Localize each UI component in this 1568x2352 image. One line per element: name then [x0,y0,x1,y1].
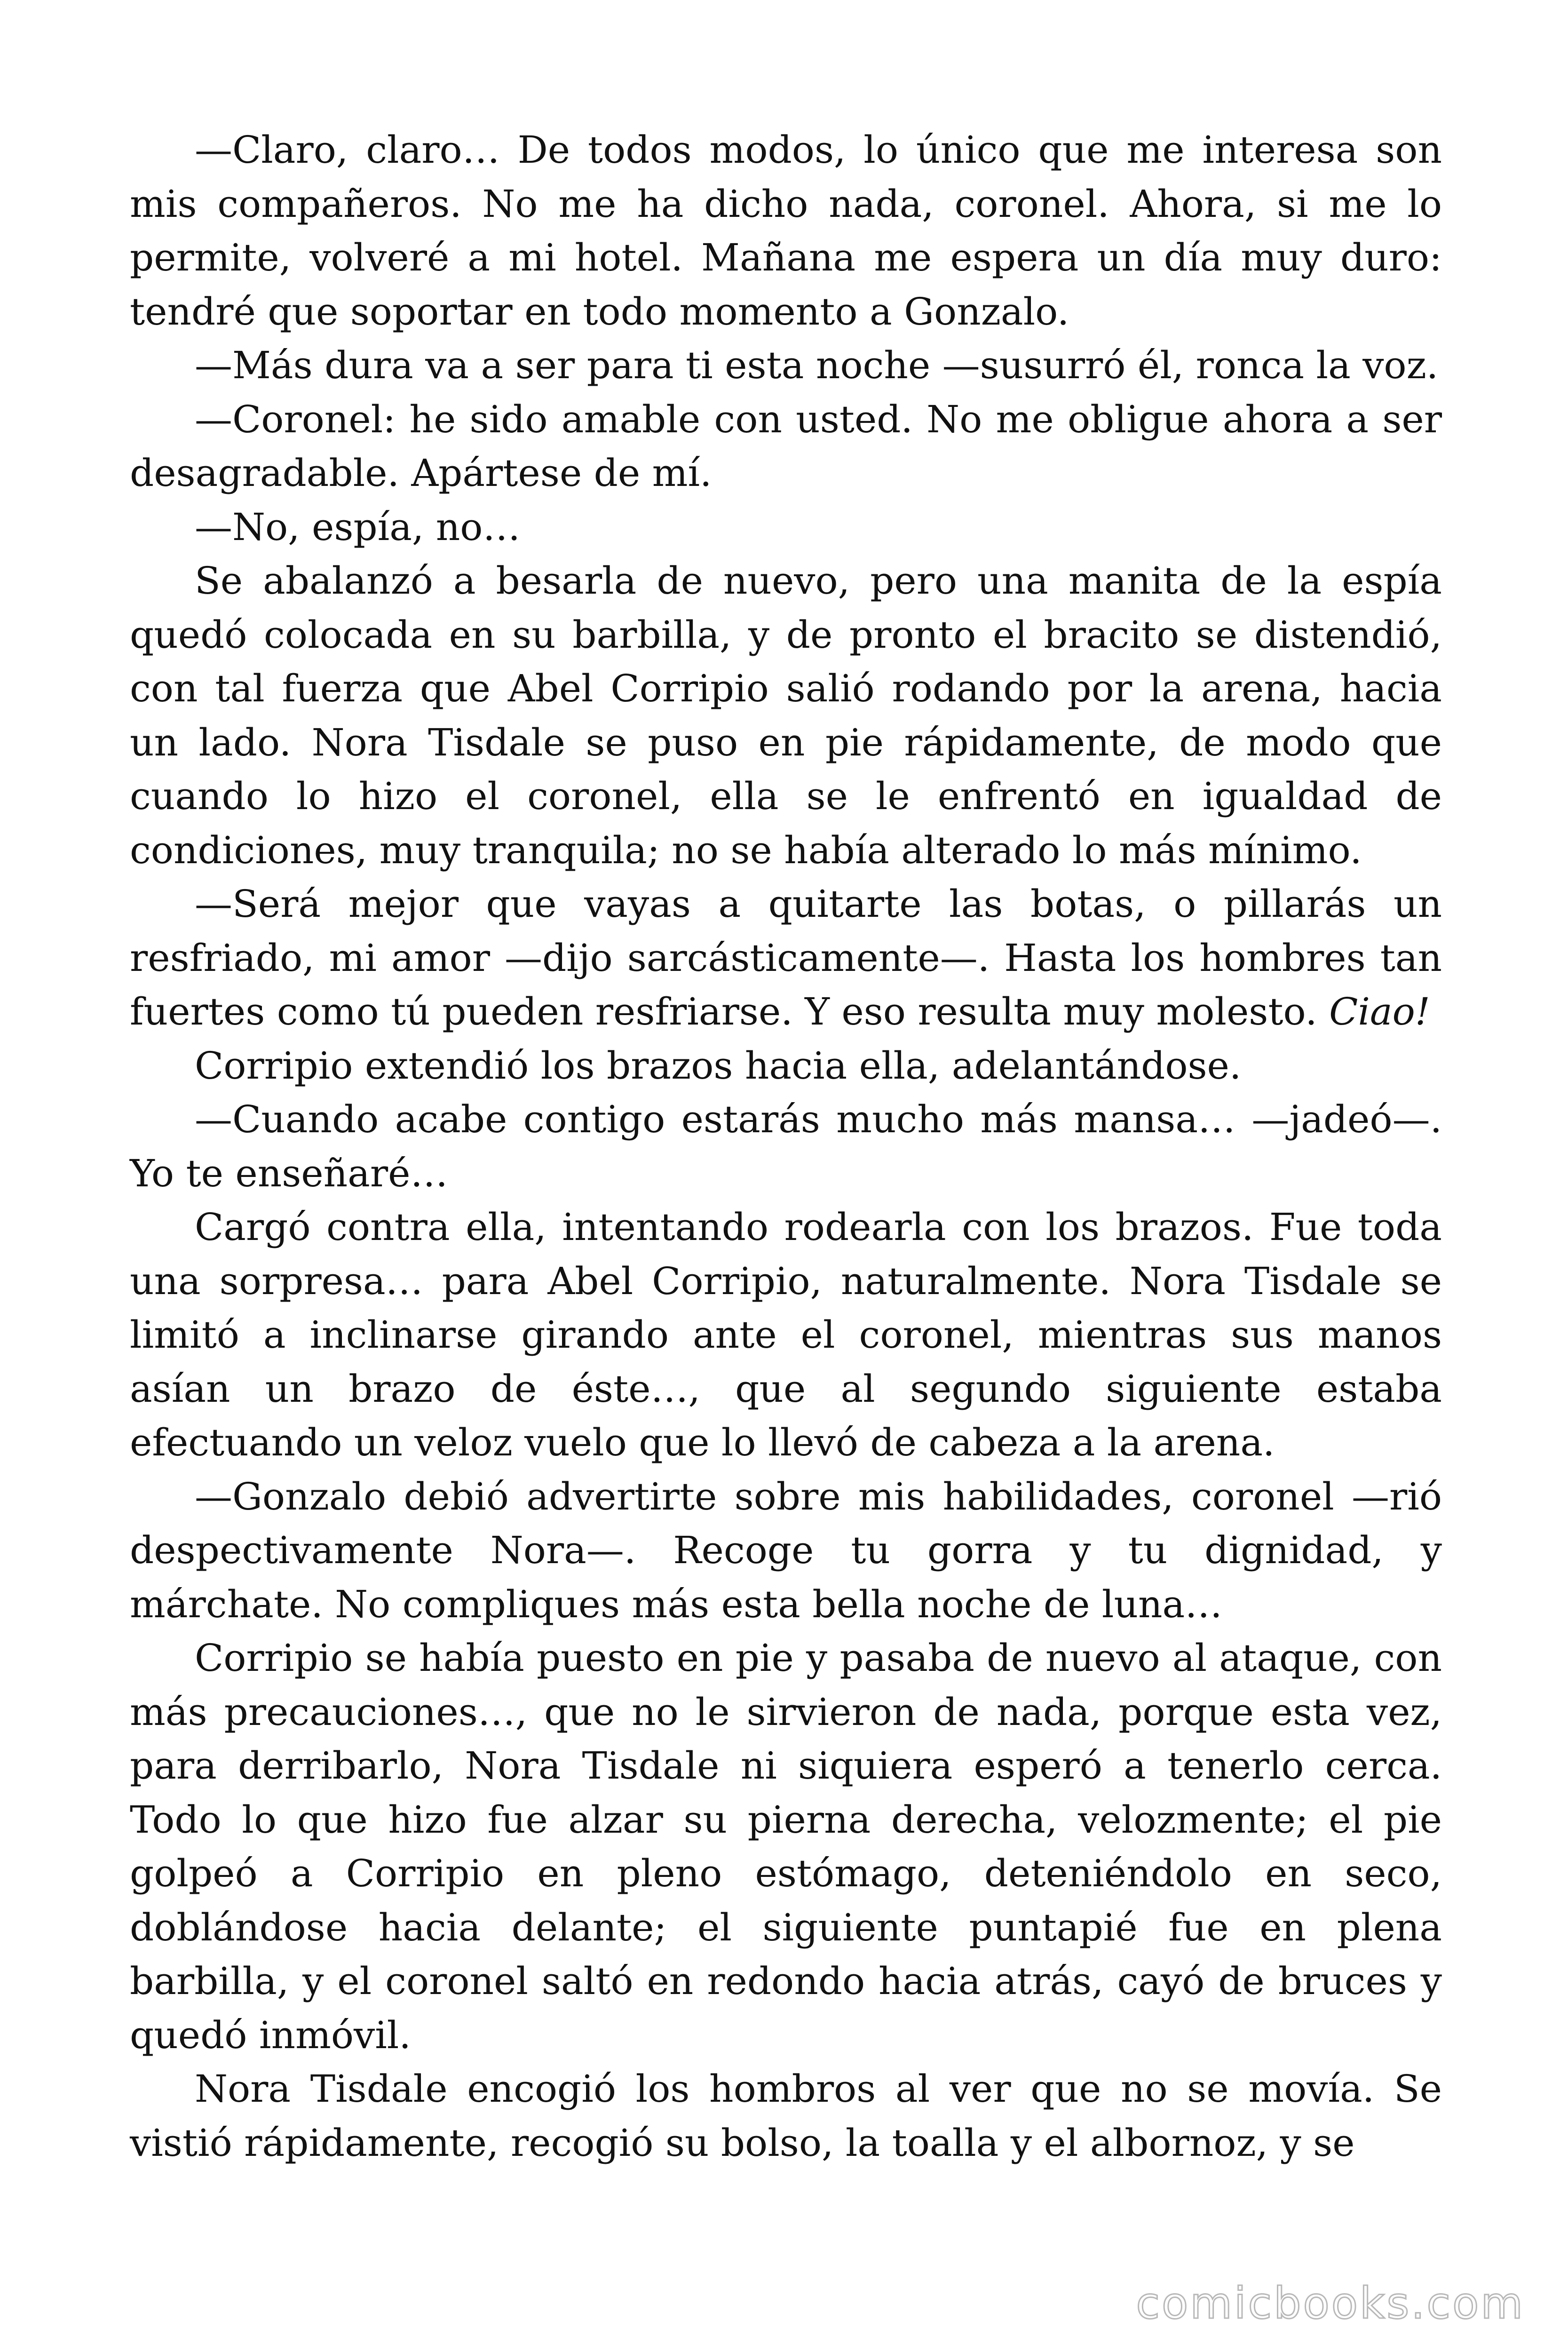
paragraph: —Claro, claro… De todos modos, lo único que me interesa son mis compañeros. No me ha dicho nada, coronel. Ahora, si me lo permite, volveré a mi hotel. Mañana me espera un día muy duro: tendré que soportar en todo momento a Gonzalo. [130,128,1442,334]
italic-word: Ciao! [1329,990,1430,1033]
page-body-text [130,123,1442,2170]
paragraph: Corripio extendió los brazos hacia ella, adelantándose. [195,1043,1242,1088]
paragraph: —No, espía, no… [195,505,521,549]
paragraph: Corripio se había puesto en pie y pasaba de nuevo al ataque, con más precauciones…, que no le sirvieron de nada, porque esta vez, para derribarlo, Nora Tisdale ni siquiera esperó a tenerlo cerca. Todo lo que hizo fue alzar su pierna derecha, velozmente; el pie golpeó a Corripio en pleno estómago, deteniéndolo en seco, doblándose hacia delante; el siguiente puntapié fue en plena barbilla, y el coronel saltó en redondo hacia atrás, cayó de bruces y quedó inmóvil. [130,1636,1442,2057]
paragraph: Cargó contra ella, intentando rodearla con los brazos. Fue toda una sorpresa… para Abel Corripio, naturalmente. Nora Tisdale se limitó a inclinarse girando ante el coronel, mientras sus manos asían un brazo de éste…, que al segundo siguiente estaba efectuando un veloz vuelo que lo llevó de cabeza a la arena. [130,1205,1442,1464]
paragraph: —Gonzalo debió advertirte sobre mis habilidades, coronel —rió despectivamente Nora—. Recoge tu gorra y tu dignidad, y márchate. No compliques más esta bella noche de luna… [130,1474,1442,1626]
paragraph: —Cuando acabe contigo estarás mucho más mansa… —jadeó—. Yo te enseñaré… [130,1097,1442,1195]
watermark: comicbooks.com [1136,2278,1525,2328]
paragraph: —Coronel: he sido amable con usted. No me obligue ahora a ser desagradable. Apártese de mí. [130,397,1442,495]
paragraph-text: —Será mejor que vayas a quitarte las botas, o pillarás un resfriado, mi amor —dijo sarcásticamente—. Hasta los hombres tan fuertes como tú pueden resfriarse. Y eso resulta muy molesto. [130,882,1442,1033]
paragraph: Se abalanzó a besarla de nuevo, pero una manita de la espía quedó colocada en su barbilla, y de pronto el bracito se distendió, con tal fuerza que Abel Corripio salió rodando por la arena, hacia un lado. Nora Tisdale se puso en pie rápidamente, de modo que cuando lo hizo el coronel, ella se le enfrentó en igualdad de condiciones, muy tranquila; no se había alterado lo más mínimo. [130,559,1442,872]
paragraph: —Más dura va a ser para ti esta noche —susurró él, ronca la voz. [195,343,1439,387]
paragraph [130,877,1442,1039]
paragraph: Nora Tisdale encogió los hombros al ver que no se movía. Se vistió rápidamente, recogió su bolso, la toalla y el albornoz, y se [130,2067,1442,2165]
